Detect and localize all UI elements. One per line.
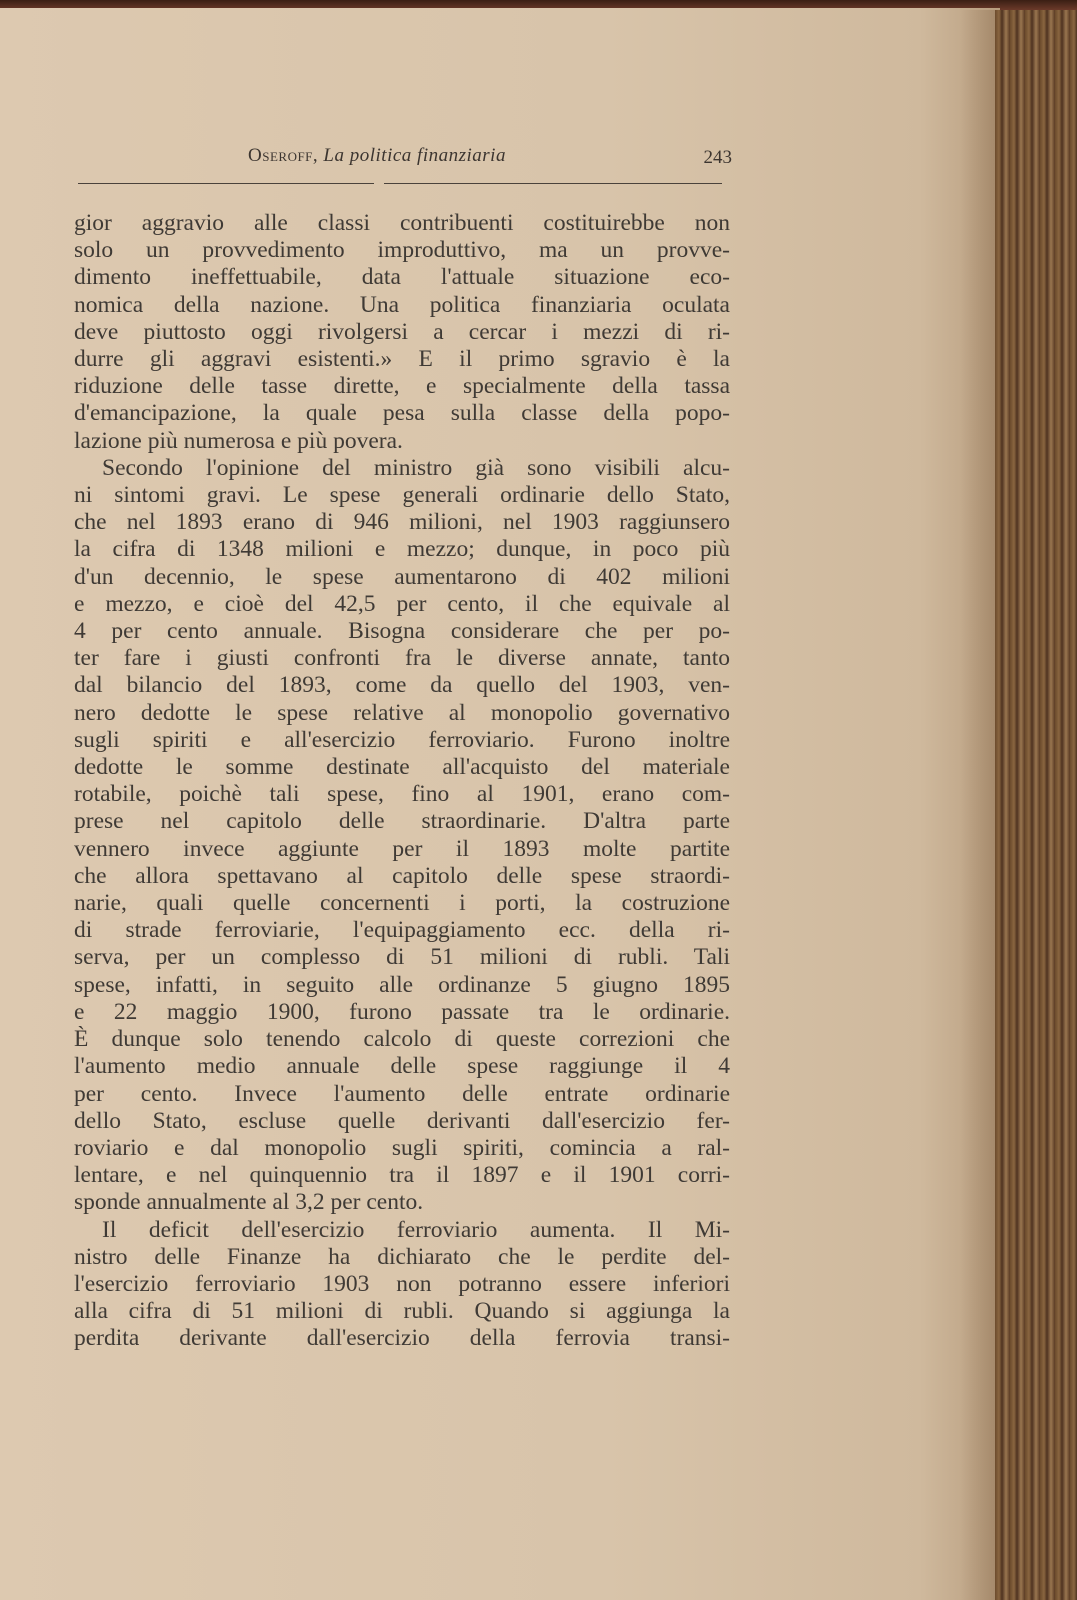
- text-line: lazione più numerosa e più povera.: [74, 427, 403, 454]
- body-text: [74, 210, 730, 1353]
- text-line: prese nel capitolo delle straordinarie. D'altra parte: [74, 808, 730, 835]
- text-line: gior aggravio alle classi contribuenti costituirebbe non: [74, 210, 730, 236]
- text-line: 4 per cento annuale. Bisogna considerare che per po-: [74, 618, 730, 645]
- text-line: che nel 1893 erano di 946 milioni, nel 1903 raggiunsero: [74, 509, 730, 536]
- text-line: solo un provvedimento improduttivo, ma un provve-: [74, 237, 730, 264]
- text-line: sponde annualmente al 3,2 per cento.: [74, 1189, 424, 1216]
- text-line: sugli spiriti e all'esercizio ferroviario. Furono inoltre: [74, 726, 730, 753]
- text-line: e 22 maggio 1900, furono passate tra le ordinarie.: [74, 998, 730, 1025]
- text-line: spese, infatti, in seguito alle ordinanze 5 giugno 1895: [74, 971, 730, 998]
- text-line: l'esercizio ferroviario 1903 non potranno essere inferiori: [74, 1270, 730, 1297]
- text-line: alla cifra di 51 milioni di rubli. Quando si aggiunga la: [74, 1298, 730, 1325]
- text-line: narie, quali quelle concernenti i porti, la costruzione: [74, 890, 730, 917]
- page-gutter-shadow: [960, 10, 1000, 1600]
- text-line: l'aumento medio annuale delle spese raggiunge il 4: [74, 1053, 730, 1080]
- text-line: lentare, e nel quinquennio tra il 1897 e il 1901 corri-: [74, 1162, 730, 1189]
- text-line: nero dedotte le spese relative al monopolio governativo: [74, 699, 730, 726]
- text-line: dello Stato, escluse quelle derivanti dall'esercizio fer-: [74, 1107, 730, 1134]
- text-line: serva, per un complesso di 51 milioni di rubli. Tali: [74, 944, 730, 971]
- header-rule-left: [78, 183, 374, 184]
- text-line: deve piuttosto oggi rivolgersi a cercar i mezzi di ri-: [74, 318, 730, 345]
- text-line: roviario e dal monopolio sugli spiriti, comincia a ral-: [74, 1134, 730, 1161]
- text-line: e mezzo, e cioè del 42,5 per cento, il che equivale al: [74, 590, 730, 617]
- text-line: dal bilancio del 1893, come da quello del 1903, ven-: [74, 672, 730, 699]
- text-line: la cifra di 1348 milioni e mezzo; dunque, in poco più: [74, 536, 730, 563]
- header-rule-right: [384, 183, 722, 184]
- book-binding: [995, 10, 1077, 1600]
- text-line: ni sintomi gravi. Le spese generali ordinarie dello Stato,: [74, 482, 730, 509]
- text-line: vennero invece aggiunte per il 1893 molte partite: [74, 835, 730, 862]
- text-line: nomica della nazione. Una politica finanziaria oculata: [74, 291, 730, 318]
- text-line: che allora spettavano al capitolo delle spese straordi-: [74, 862, 730, 889]
- text-line: riduzione delle tasse dirette, e specialmente della tassa: [74, 373, 730, 400]
- text-line: per cento. Invece l'aumento delle entrate ordinarie: [74, 1080, 730, 1107]
- page-number: 243: [703, 147, 732, 168]
- text-line: rotabile, poichè tali spese, fino al 1901, erano com-: [74, 781, 730, 808]
- text-line: Secondo l'opinione del ministro già sono visibili alcu-: [102, 454, 730, 481]
- text-line: d'un decennio, le spese aumentarono di 402 milioni: [74, 563, 730, 590]
- running-title: [248, 145, 506, 167]
- text-line: dedotte le somme destinate all'acquisto del materiale: [74, 754, 730, 781]
- text-line: Il deficit dell'esercizio ferroviario aumenta. Il Mi-: [102, 1216, 730, 1243]
- text-line: È dunque solo tenendo calcolo di queste correzioni che: [74, 1026, 730, 1053]
- text-line: dimento ineffettuabile, data l'attuale situazione eco-: [74, 264, 730, 291]
- author-name: Oseroff,: [248, 145, 319, 166]
- running-header: [78, 145, 732, 175]
- text-line: nistro delle Finanze ha dichiarato che le perdite del-: [74, 1243, 730, 1270]
- text-line: ter fare i giusti confronti fra le diverse annate, tanto: [74, 645, 730, 672]
- text-line: di strade ferroviarie, l'equipaggiamento ecc. della ri-: [74, 917, 730, 944]
- work-title: La politica finanziaria: [323, 145, 506, 166]
- text-line: perdita derivante dall'esercizio della ferrovia transi-: [74, 1325, 730, 1352]
- text-line: d'emancipazione, la quale pesa sulla classe della popo-: [74, 400, 730, 427]
- text-line: durre gli aggravi esistenti.» E il primo sgravio è la: [74, 346, 730, 373]
